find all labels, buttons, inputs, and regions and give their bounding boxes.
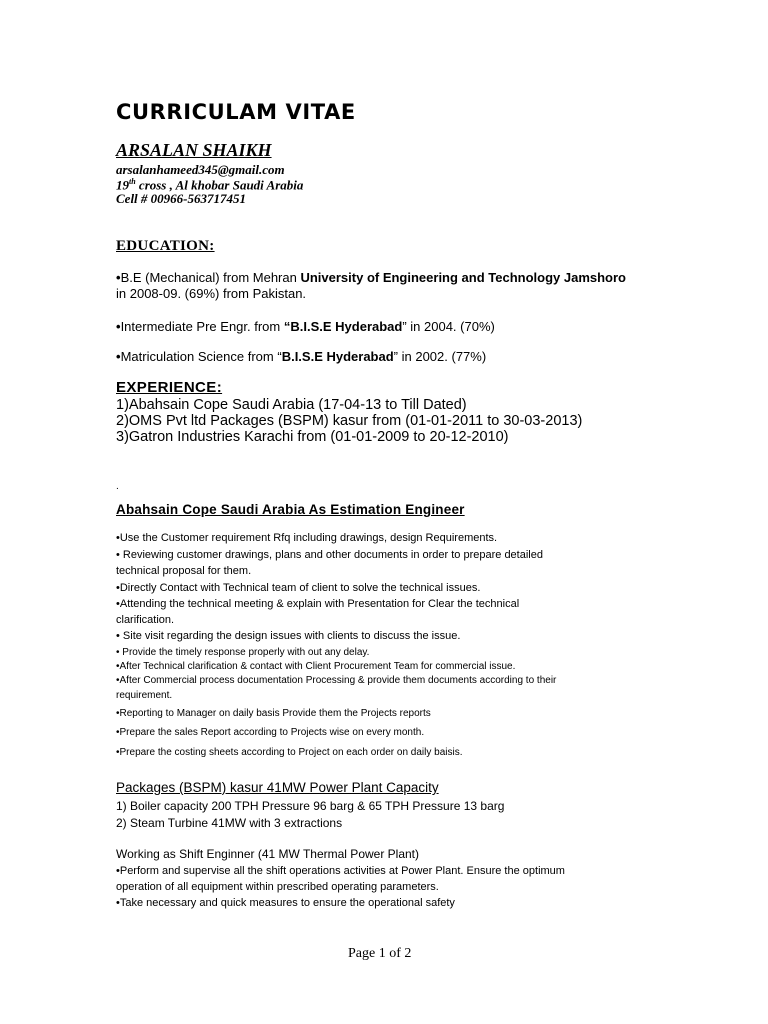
education-institution: B.I.S.E Hyderabad <box>281 349 394 364</box>
duty-line: requirement. <box>116 690 173 701</box>
job-heading-abahsain: Abahsain Cope Saudi Arabia As Estimation Engineer <box>116 502 465 517</box>
education-institution: University of Engineering and Technology Jamshoro <box>300 270 627 285</box>
duty-line: clarification. <box>116 614 175 626</box>
duty-item: •Prepare the sales Report according to Projects wise on every month. <box>116 727 425 738</box>
duty-item: •Use the Customer requirement Rfq including drawings, design Requirements. <box>116 532 498 544</box>
education-item-suffix: ” in 2004. (70%) <box>402 319 495 334</box>
role-title: Working as Shift Enginner (41 MW Thermal Power Plant) <box>116 847 420 861</box>
email-address: arsalanhameed345@gmail.com <box>116 162 285 177</box>
education-item-suffix: ” in 2002. (77%) <box>393 349 487 364</box>
bullet: • <box>116 319 121 334</box>
address-text: cross , Al khobar Saudi Arabia <box>135 177 304 193</box>
education-item-text: Intermediate Pre Engr. from <box>120 319 284 334</box>
separator-dot: . <box>116 481 119 492</box>
duty-item: •Directly Contact with Technical team of client to solve the technical issues. <box>116 582 481 594</box>
education-item-text: B.E (Mechanical) from Mehran <box>120 270 301 285</box>
plant-spec-item: 2) Steam Turbine 41MW with 3 extractions <box>116 816 343 830</box>
education-item-line <box>116 270 626 286</box>
education-item <box>116 319 495 335</box>
duty-line: • Reviewing customer drawings, plans and other documents in order to prepare detailed <box>116 549 543 561</box>
duty-line: •After Commercial process documentation Processing & provide them documents according to their <box>116 675 557 686</box>
duty-line: technical proposal for them. <box>116 565 252 577</box>
education-item <box>116 270 626 302</box>
duty-item <box>116 863 565 895</box>
experience-item: 2)OMS Pvt ltd Packages (BSPM) kasur from (01-01-2011 to 30-03-2013) <box>116 413 583 429</box>
job-heading-packages: Packages (BSPM) kasur 41MW Power Plant Capacity <box>116 780 439 795</box>
duty-item: •Take necessary and quick measures to ensure the operational safety <box>116 897 455 909</box>
page-number: Page 1 of 2 <box>348 946 412 961</box>
duty-line: •Perform and supervise all the shift operations activities at Power Plant. Ensure the optimum <box>116 865 565 877</box>
applicant-name: ARSALAN SHAIKH <box>116 140 272 160</box>
experience-item: 3)Gatron Industries Karachi from (01-01-2009 to 20-12-2010) <box>116 429 509 445</box>
address-ordinal: th <box>129 177 136 186</box>
education-item-line: in 2008-09. (69%) from Pakistan. <box>116 286 307 301</box>
cell-number: Cell # 00966-563717451 <box>116 191 246 206</box>
education-item <box>116 349 486 365</box>
bullet: • <box>116 349 121 364</box>
document-title: CURRICULAM VITAE <box>116 100 356 124</box>
duty-item <box>116 596 519 628</box>
education-heading: EDUCATION: <box>116 238 215 254</box>
duty-item: •After Technical clarification & contact with Client Procurement Team for commercial issue. <box>116 661 516 672</box>
duty-item: •Reporting to Manager on daily basis Provide them the Projects reports <box>116 708 431 719</box>
duty-item: •Prepare the costing sheets according to Project on each order on daily baisis. <box>116 747 463 758</box>
bullet: • <box>116 270 121 285</box>
experience-heading: EXPERIENCE: <box>116 379 223 396</box>
duty-line: •Attending the technical meeting & explain with Presentation for Clear the technical <box>116 598 520 610</box>
duty-item: • Site visit regarding the design issues with clients to discuss the issue. <box>116 630 461 642</box>
duty-item <box>116 673 556 703</box>
duty-item: • Provide the timely response properly with out any delay. <box>116 647 370 658</box>
education-item-text: Matriculation Science from “ <box>120 349 282 364</box>
plant-spec-item: 1) Boiler capacity 200 TPH Pressure 96 barg & 65 TPH Pressure 13 barg <box>116 799 505 813</box>
address-number: 19 <box>116 177 129 193</box>
education-institution: “B.I.S.E Hyderabad <box>283 319 403 334</box>
duty-item <box>116 547 543 579</box>
duty-line: operation of all equipment within prescribed operating parameters. <box>116 881 439 893</box>
experience-item: 1)Abahsain Cope Saudi Arabia (17-04-13 to Till Dated) <box>116 397 467 413</box>
